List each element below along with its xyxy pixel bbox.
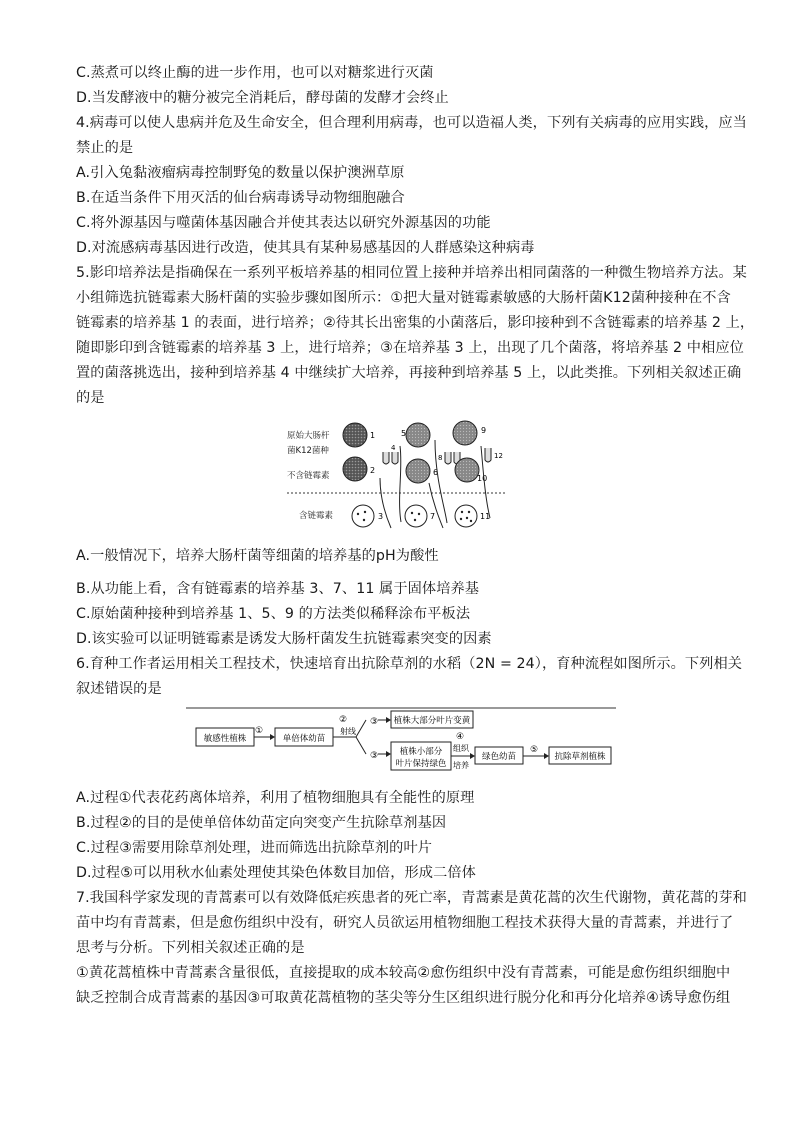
plate-11 xyxy=(455,505,477,527)
flow-box-yellow-leaves-label: 植株大部分叶片变黄 xyxy=(393,716,471,726)
flow-step-3a: ③ xyxy=(370,717,379,727)
fig-label-streptomycin: 含链霉素 xyxy=(299,511,334,521)
flow-box-haploid-label: 单倍体幼苗 xyxy=(282,734,326,744)
fig-label-original-2: 菌K12菌种 xyxy=(287,446,329,456)
q5-stem-6: 的是 xyxy=(76,390,105,406)
q5-option-c: C.原始菌种接种到培养基 1、5、9 的方法类似稀释涂布平板法 xyxy=(76,606,471,622)
flow-step-3b: ③ xyxy=(370,751,379,761)
q4-option-c: C.将外源基因与噬菌体基因融合并使其表达以研究外源基因的功能 xyxy=(76,215,491,231)
q4-stem-2: 禁止的是 xyxy=(76,140,134,156)
fig-number-8: 8 xyxy=(438,454,443,462)
flow-step-4-culture: 培养 xyxy=(453,761,469,770)
q3-option-c: C.蒸煮可以终止酶的进一步作用，也可以对糖浆进行灭菌 xyxy=(76,65,434,81)
plate-1 xyxy=(343,423,367,447)
q5-stem-4: 随即影印到含链霉素的培养基 3 上，进行培养；③在培养基 3 上，出现了几个菌落，将培养基 2 中相应位 xyxy=(76,340,744,356)
flow-box-sensitive-plant-label: 敏感性植株 xyxy=(203,734,247,744)
flow-box-green-seedling-label: 绿色幼苗 xyxy=(481,752,517,762)
fig-number-12: 12 xyxy=(494,452,503,460)
flow-step-2: ② xyxy=(338,715,348,725)
fig-number-6: 6 xyxy=(433,468,439,477)
q6-option-c: C.过程③需要用除草剂处理，进而筛选出抗除草剂的叶片 xyxy=(76,840,433,856)
fig-number-2: 2 xyxy=(370,466,376,475)
q6-option-a: A.过程①代表花药离体培养，利用了植物细胞具有全能性的原理 xyxy=(76,790,475,806)
plate-10 xyxy=(455,458,479,482)
flow-step-4: ④ xyxy=(455,732,465,742)
tube-4 xyxy=(383,452,389,464)
q6-stem-2: 叙述错误的是 xyxy=(76,681,162,697)
plate-9 xyxy=(453,421,477,445)
q7-item-1: ①黄花蒿植株中青蒿素含量很低，直接提取的成本较高②愈伤组织中没有青蒿素，可能是愈伤组织细胞中 xyxy=(76,965,731,981)
q5-stem-3: 链霉素的培养基 1 的表面，进行培养；②待其长出密集的小菌落后，影印接种到不含链霉素的培养基 2 上， xyxy=(76,315,755,331)
q5-option-a: A.一般情况下，培养大肠杆菌等细菌的培养基的pH为酸性 xyxy=(76,548,439,564)
fig-number-1: 1 xyxy=(370,431,376,440)
q5-option-d: D.该实验可以证明链霉素是诱发大肠杆菌发生抗链霉素突变的因素 xyxy=(76,631,492,647)
q3-option-d: D.当发酵液中的糖分被完全消耗后，酵母菌的发酵才会终止 xyxy=(76,90,449,106)
q6-option-d: D.过程⑤可以用秋水仙素处理使其染色体数目加倍，形成二倍体 xyxy=(76,865,476,881)
plate-5 xyxy=(406,423,430,447)
fig-label-original-1: 原始大肠杆 xyxy=(287,431,330,441)
q7-stem-3: 思考与分析。下列相关叙述正确的是 xyxy=(76,940,305,956)
breeding-flowchart xyxy=(186,706,616,786)
q7-stem-1: 7.我国科学家发现的青蒿素可以有效降低疟疾患者的死亡率，青蒿素是黄花蒿的次生代谢物，黄花蒿的芽和 xyxy=(76,890,747,906)
flow-step-5: ⑤ xyxy=(529,745,539,755)
flow-step-2-radiation: 射线 xyxy=(340,727,356,736)
fig-number-11: 11 xyxy=(480,512,491,521)
q6-stem-1: 6.育种工作者运用相关工程技术，快速培育出抗除草剂的水稻（2N = 24），育种流程如图所示。下列相关 xyxy=(76,656,743,672)
fig-number-10: 10 xyxy=(477,474,488,483)
tube-12 xyxy=(485,448,491,462)
q4-option-b: B.在适当条件下用灭活的仙台病毒诱导动物细胞融合 xyxy=(76,190,405,206)
q4-option-d: D.对流感病毒基因进行改造，使其具有某种易感基因的人群感染这种病毒 xyxy=(76,240,535,256)
q4-option-a: A.引入兔黏液瘤病毒控制野兔的数量以保护澳洲草原 xyxy=(76,165,405,181)
flow-box-green-leaves-label-1: 植株小部分 xyxy=(399,747,443,757)
flow-step-4-tissue: 组织 xyxy=(453,744,469,753)
q6-option-b: B.过程②的目的是使单倍体幼苗定向突变产生抗除草剂基因 xyxy=(76,815,447,831)
flow-box-green-leaves-label-2: 叶片保持绿色 xyxy=(395,759,447,769)
arrow-curve-1 xyxy=(400,446,401,522)
plate-6 xyxy=(406,459,430,483)
plate-2 xyxy=(343,457,367,481)
q4-stem-1: 4.病毒可以使人患病并危及生命安全，但合理利用病毒，也可以造福人类，下列有关病毒的应用实践，应当 xyxy=(76,115,747,131)
fig-number-7: 7 xyxy=(430,512,436,521)
replica-plating-figure xyxy=(285,418,510,533)
flow-step-1: ① xyxy=(254,726,264,736)
fig-number-5: 5 xyxy=(401,429,407,438)
q7-item-2: 缺乏控制合成青蒿素的基因③可取黄花蒿植物的茎尖等分生区组织进行脱分化和再分化培养④诱导愈伤组 xyxy=(76,990,731,1006)
fig-number-4: 4 xyxy=(391,444,396,452)
q5-stem-5: 置的菌落挑选出，接种到培养基 4 中继续扩大培养，再接种到培养基 5 上，以此类推。下列相关叙述正确 xyxy=(76,365,742,381)
fig-label-no-streptomycin: 不含链霉素 xyxy=(287,471,330,481)
plate-3 xyxy=(352,505,374,527)
plate-7 xyxy=(405,505,427,527)
fig-number-3: 3 xyxy=(378,512,384,521)
q7-stem-2: 苗中均有青蒿素，但是愈伤组织中没有，研究人员欲运用植物细胞工程技术获得大量的青蒿素，并进行了 xyxy=(76,915,734,931)
q5-stem-1: 5.影印培养法是指确保在一系列平板培养基的相同位置上接种并培养出相同菌落的一种微生物培养方法。某 xyxy=(76,265,747,281)
fig-number-9: 9 xyxy=(481,426,487,435)
q5-option-b: B.从功能上看，含有链霉素的培养基 3、7、11 属于固体培养基 xyxy=(76,581,480,597)
tube-8 xyxy=(445,452,451,464)
q5-stem-2: 小组筛选抗链霉素大肠杆菌的实验步骤如图所示：①把大量对链霉素敏感的大肠杆菌K12菌种接种在不含 xyxy=(76,290,731,306)
flow-box-resistant-plant-label: 抗除草剂植株 xyxy=(554,752,606,762)
